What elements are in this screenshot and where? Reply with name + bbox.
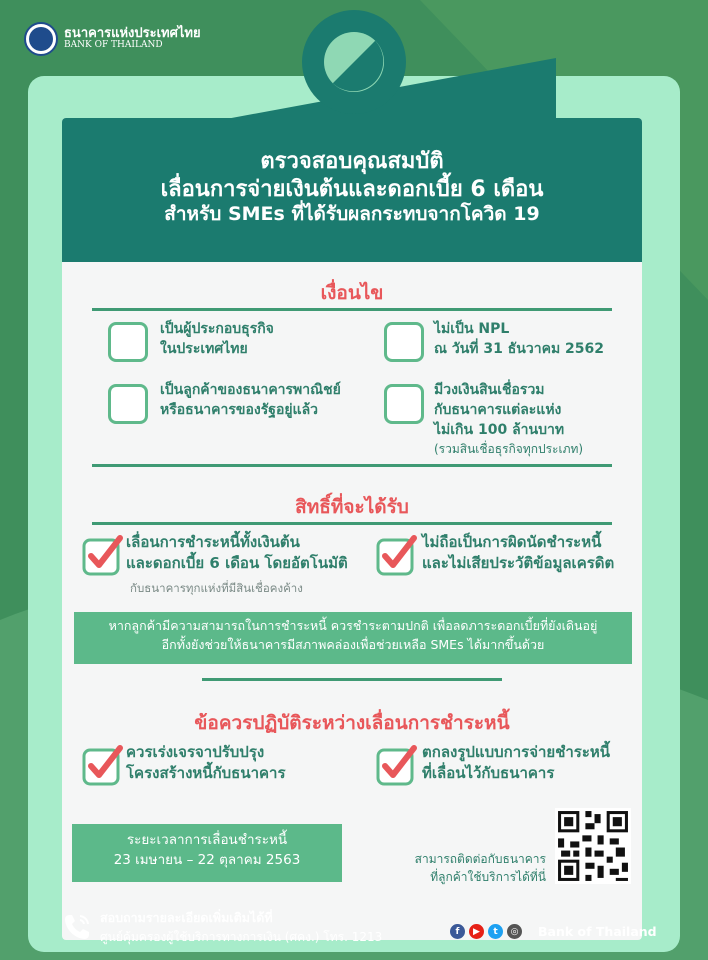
footer-line-2: ศูนย์คุ้มครองผู้ใช้บริการทางการเงิน (ศคง.) โทร. 1213 xyxy=(100,929,383,944)
phone-icon xyxy=(62,912,92,942)
deferral-period-box xyxy=(72,824,342,882)
twitter-icon[interactable]: t xyxy=(488,924,503,939)
header-line-2: เลื่อนการจ่ายเงินต้นและดอกเบี้ย 6 เดือน xyxy=(160,176,544,202)
rights-top-divider xyxy=(92,464,612,467)
condition-checkbox-2[interactable] xyxy=(384,322,424,362)
condition-checkbox-1[interactable] xyxy=(108,322,148,362)
rights-note-banner xyxy=(74,612,632,664)
deferral-period-value: 23 เมษายน – 22 ตุลาคม 2563 xyxy=(113,852,301,869)
condition-2-line-2: ณ วันที่ 31 ธันวาคม 2562 xyxy=(434,340,605,357)
condition-2-line-1: ไม่เป็น NPL xyxy=(434,321,510,337)
rights-note-line-1: หากลูกค้ามีความสามารถในการชำระหนี้ ควรชำระตามปกติ เพื่อลดภาระดอกเบี้ยที่ยังเดินอยู่ xyxy=(108,618,598,633)
rights-title: สิทธิ์ที่จะได้รับ xyxy=(295,496,409,518)
practice-2-line-1: ตกลงรูปแบบการจ่ายชำระหนี้ xyxy=(422,743,611,761)
header-line-3: สำหรับ SMEs ที่ได้รับผลกระทบจากโควิด 19 xyxy=(164,203,540,226)
condition-4-line-2: กับธนาคารแต่ละแห่ง xyxy=(434,401,562,418)
rights-note-line-2: อีกทั้งยังช่วยให้ธนาคารมีสภาพคล่องเพื่อช่วยเหลือ SMEs ได้มากขึ้นด้วย xyxy=(161,637,545,653)
clipboard-clip-hole xyxy=(324,32,384,92)
youtube-icon[interactable]: ▶ xyxy=(469,924,484,939)
conditions-divider xyxy=(92,308,612,311)
bank-seal-icon xyxy=(24,22,58,56)
rights-check-icon-1 xyxy=(82,534,124,576)
conditions-title: เงื่อนไข xyxy=(320,282,384,304)
facebook-icon[interactable]: f xyxy=(450,924,465,939)
right-2-line-1: ไม่ถือเป็นการผิดนัดชำระหนี้ xyxy=(422,533,602,551)
social-links xyxy=(450,924,522,939)
footer-brand: Bank of Thailand xyxy=(538,924,657,939)
qr-caption-line-1: สามารถติดต่อกับธนาคาร xyxy=(414,852,546,866)
bank-logo xyxy=(24,22,201,56)
footer-contact xyxy=(100,908,382,946)
practice-check-icon-2 xyxy=(376,744,418,786)
qr-caption xyxy=(415,850,546,886)
qr-caption-line-2: ที่ลูกค้าใช้บริการได้ที่นี่ xyxy=(430,870,546,884)
practice-1-line-2: โครงสร้างหนี้กับธนาคาร xyxy=(126,764,286,783)
card-header xyxy=(62,118,642,262)
condition-3-line-2: หรือธนาคารของรัฐอยู่แล้ว xyxy=(160,401,319,418)
bank-name-english: BANK OF THAILAND xyxy=(64,40,163,51)
condition-4-line-1: มีวงเงินสินเชื่อรวม xyxy=(434,382,545,398)
condition-checkbox-3[interactable] xyxy=(108,384,148,424)
practice-2-line-2: ที่เลื่อนไว้กับธนาคาร xyxy=(422,764,555,783)
practice-1-line-1: ควรเร่งเจรจาปรับปรุง xyxy=(126,743,265,761)
right-1-line-2: และดอกเบี้ย 6 เดือน โดยอัตโนมัติ xyxy=(126,554,348,573)
right-1-line-1: เลื่อนการชำระหนี้ทั้งเงินต้น xyxy=(126,533,300,551)
practice-check-icon-1 xyxy=(82,744,124,786)
condition-1-line-1: เป็นผู้ประกอบธุรกิจ xyxy=(160,321,274,337)
practice-top-divider xyxy=(202,678,502,681)
practice-title: ข้อควรปฏิบัติระหว่างเลื่อนการชำระหนี้ xyxy=(194,712,510,734)
rights-check-icon-2 xyxy=(376,534,418,576)
condition-4-line-3: ไม่เกิน 100 ล้านบาท xyxy=(434,421,565,438)
footer-line-1: สอบถามรายละเอียดเพิ่มเติมได้ที่ xyxy=(100,910,273,925)
rights-divider xyxy=(92,522,612,525)
bank-name-thai: ธนาคารแห่งประเทศไทย xyxy=(64,25,201,41)
condition-checkbox-4[interactable] xyxy=(384,384,424,424)
condition-1-line-2: ในประเทศไทย xyxy=(160,340,248,357)
qr-code-icon[interactable] xyxy=(555,808,631,884)
right-2-line-2: และไม่เสียประวัติข้อมูลเครดิต xyxy=(422,554,615,573)
deferral-period-label: ระยะเวลาการเลื่อนชำระหนี้ xyxy=(126,832,288,848)
condition-4-note: (รวมสินเชื่อธุรกิจทุกประเภท) xyxy=(434,441,584,456)
condition-3-line-1: เป็นลูกค้าของธนาคารพาณิชย์ xyxy=(160,382,341,398)
header-line-1: ตรวจสอบคุณสมบัติ xyxy=(260,149,444,174)
right-1-note: กับธนาคารทุกแห่งที่มีสินเชื่อคงค้าง xyxy=(130,581,303,595)
website-icon[interactable]: ◎ xyxy=(507,924,522,939)
checklist-card xyxy=(62,118,642,940)
